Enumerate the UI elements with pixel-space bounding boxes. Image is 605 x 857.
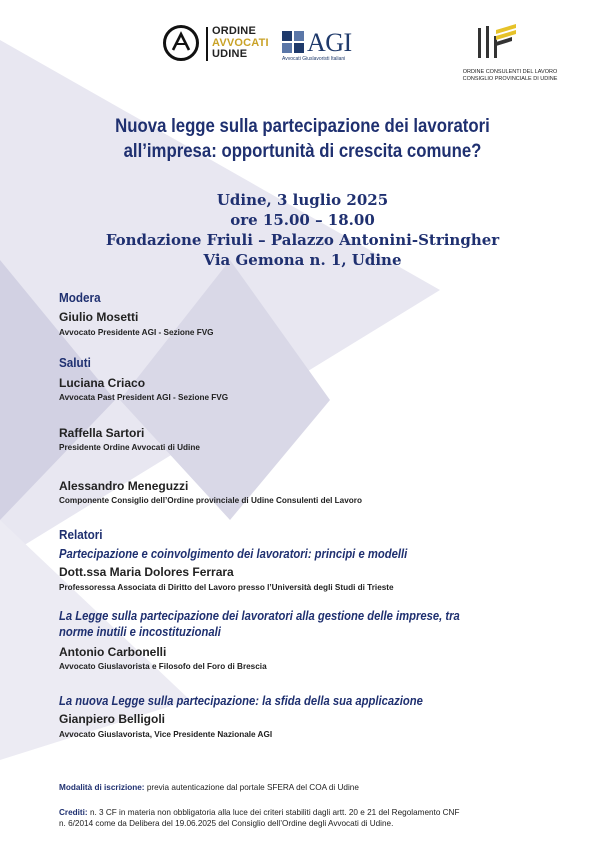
registration-text: previa autenticazione dal portale SFERA del COA di Udine [146,783,359,792]
greeter-role: Presidente Ordine Avvocati di Udine [59,443,200,452]
speaker-role: Avvocato Giuslavorista, Vice Presidente Nazionale AGI [59,730,273,739]
credits-label: Crediti: [59,808,88,817]
title-line1: Nuova legge sulla partecipazione dei lavoratori [115,115,490,137]
cdl-logo-line1: ORDINE CONSULENTI DEL LAVORO [462,69,558,75]
greeter-name: Luciana Criaco [59,376,146,390]
event-title [77,114,529,164]
agi-logo-subtitle: Avvocati Giuslavoristi Italiani [282,56,346,62]
speaker-name: Gianpiero Belligoli [59,712,166,726]
ordine-logo-line2: AVVOCATI [212,36,269,49]
talk-title-line: norme inutili e incostituzionali [59,625,221,639]
credits-info [59,807,559,829]
title-line2: all’impresa: opportunità di crescita comune? [123,140,482,162]
logo-separator [206,27,208,61]
event-details [40,190,565,270]
greeter-role: Avvocata Past President AGI - Sezione FVG [59,393,229,402]
talk-title-line: La Legge sulla partecipazione dei lavoratori alla gestione delle imprese, tra [59,609,460,623]
talk-title [59,546,518,562]
event-time: ore 15.00 – 18.00 [230,211,375,229]
moderator-role: Avvocato Presidente AGI - Sezione FVG [59,328,214,337]
agi-grid-icon [282,31,304,53]
cdl-emblem-icon [476,22,520,62]
event-address: Via Gemona n. 1, Udine [203,251,402,269]
greeter-name: Raffella Sartori [59,426,145,440]
cdl-logo-line2: CONSIGLIO PROVINCIALE DI UDINE [462,75,558,82]
speaker-name: Antonio Carbonelli [59,645,167,659]
ordine-logo-line1: ORDINE [212,25,256,37]
credits-line1: n. 3 CF in materia non obbligatoria alla luce dei criteri stabiliti dagli artt. 20 e 21 del Regolamento CNF [89,808,460,817]
greeter-name: Alessandro Meneguzzi [59,479,189,493]
event-venue: Fondazione Friuli – Palazzo Antonini-Stringher [105,231,500,249]
agi-logo [282,29,372,65]
ordine-emblem-icon [163,25,199,61]
credits-line2: n. 6/2014 come da Delibera del 19.06.2025 del Consiglio dell’Ordine degli Avvocati di Udine. [59,819,394,828]
speaker-role: Avvocato Giuslavorista e Filosofo del Foro di Brescia [59,662,267,671]
section-heading-modera: Modera [59,290,101,305]
talk-title [59,693,518,709]
ordine-logo-line3: UDINE [212,48,248,60]
speaker-name: Dott.ssa Maria Dolores Ferrara [59,565,234,579]
registration-label: Modalità di iscrizione: [59,783,145,792]
talk-title-line: Partecipazione e coinvolgimento dei lavoratori: principi e modelli [59,547,408,561]
ordine-avvocati-logo [163,25,283,69]
registration-info [59,782,559,793]
talk-title [59,608,518,640]
moderator-name: Giulio Mosetti [59,310,139,324]
consulenti-lavoro-logo [440,22,580,82]
agi-logo-name: AGI [307,28,352,57]
speaker-role: Professoressa Associata di Diritto del Lavoro presso l’Università degli Studi di Trieste [59,583,394,592]
event-date: Udine, 3 luglio 2025 [216,191,389,209]
section-heading-saluti: Saluti [59,355,91,370]
talk-title-line: La nuova Legge sulla partecipazione: la sfida della sua applicazione [59,694,423,708]
greeter-role: Componente Consiglio dell’Ordine provinciale di Udine Consulenti del Lavoro [59,496,362,505]
section-heading-relatori: Relatori [59,527,103,542]
